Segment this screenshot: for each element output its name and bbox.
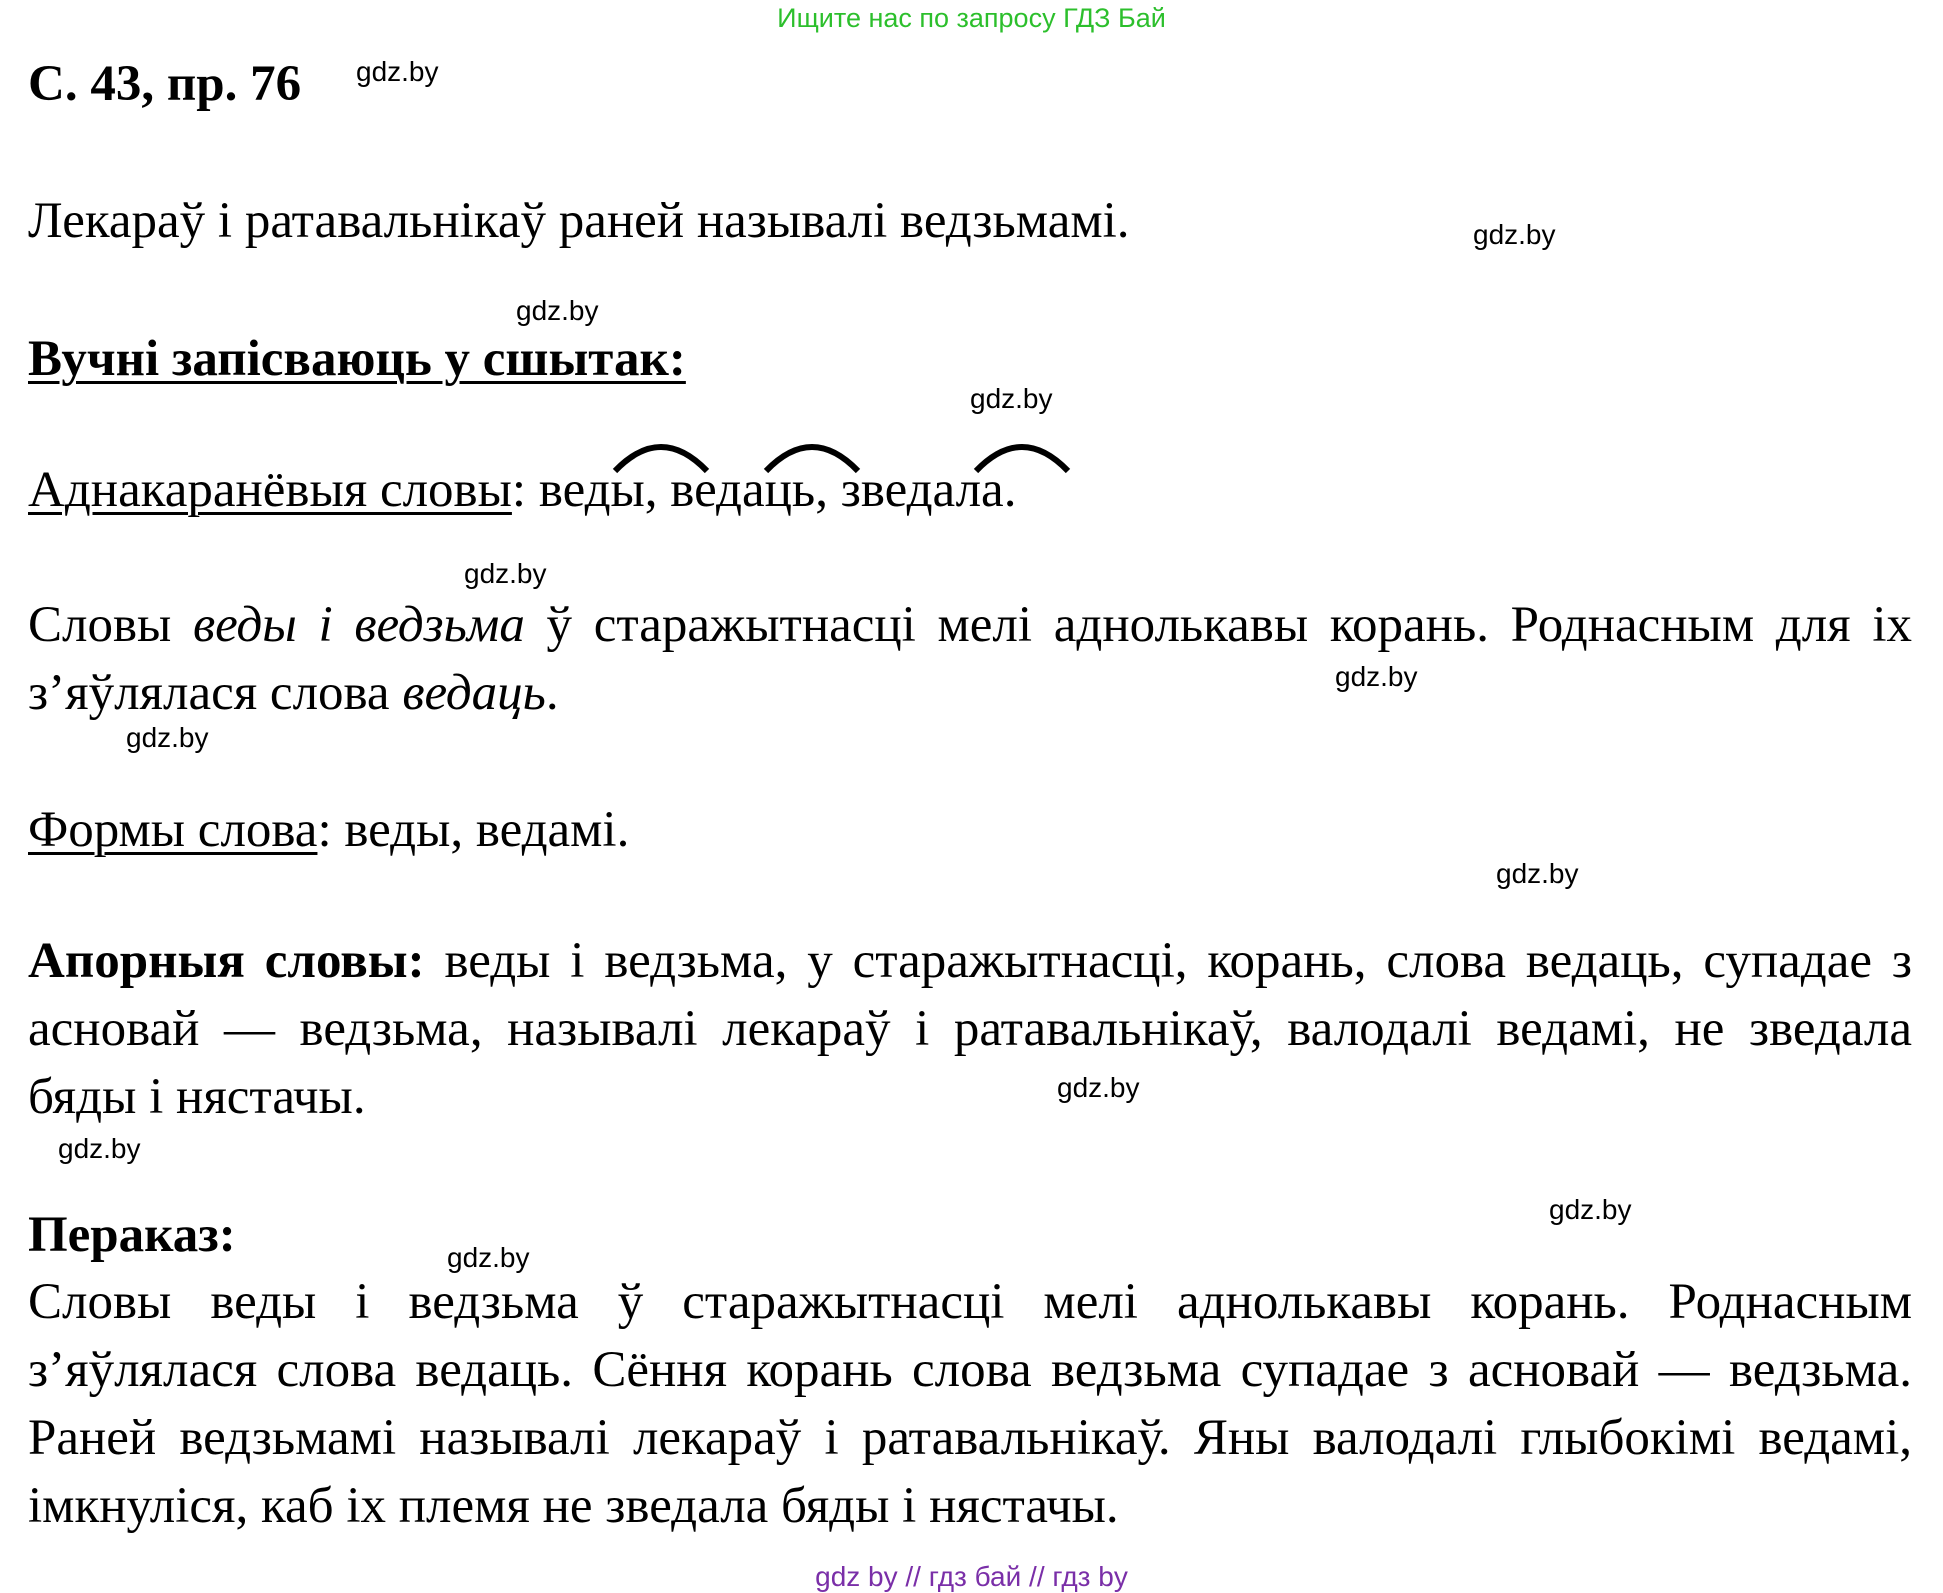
watermark: gdz.by [1057,1072,1140,1103]
retelling-heading: Пераказ: [28,1207,236,1263]
forms-text: : веды, ведамі. [317,802,630,858]
watermark: gdz.by [447,1242,530,1273]
watermark: gdz.by [1473,219,1556,250]
watermark: gdz.by [464,558,547,589]
footer-links[interactable]: gdz by // гдз бай // гдз by [815,1561,1128,1592]
forms-line [28,796,629,864]
retelling-paragraph: Словы веды і ведзьма ў старажытнасці мелі аднолькавы корань. Роднасным з’яўлялася слова ведаць. Сёння корань слова ведзьма супадае з асновай — ведзьма. Раней ведзьмамі называлі лекараў і ратавальнікаў. Яны валодалі глыбокімі ведамі, імкнуліся, каб іх племя не зведала бяды і нястачы. [28,1274,1912,1534]
watermark: gdz.by [1496,858,1579,889]
cognate-separator: , [815,462,841,518]
cognates-end: . [1003,462,1017,518]
cognate-word: веды [538,462,645,518]
cognates-line [28,456,1016,524]
page-title: С. 43, пр. 76 [28,56,302,112]
cognates-colon: : [511,462,527,518]
watermark: gdz.by [58,1133,141,1164]
support-words-paragraph [28,927,1912,1131]
watermark: gdz.by [356,56,439,87]
cognate-separator: , [644,462,671,518]
support-words-label: Апорныя словы: [28,933,425,989]
explanation-paragraph: Словы веды і ведзьма ў старажытнасці мелі аднолькавы корань. Роднасным для іх з’яўлялася слова ведаць. [28,597,1912,721]
watermark: gdz.by [1335,661,1418,692]
watermark: gdz.by [516,295,599,326]
watermark: gdz.by [970,383,1053,414]
top-banner[interactable]: Ищите нас по запросу ГДЗ Бай [777,3,1166,33]
forms-label: Формы слова [28,802,318,858]
watermark: gdz.by [126,722,209,753]
cognate-word: зведала [840,462,1004,518]
support-words-text: веды і ведзьма, у старажытнасці, корань, слова ведаць, супадае з асновай — ведзьма, называлі лекараў і ратавальнікаў, валодалі ведамі, не зведала бяды і нястачы. [28,933,1912,1125]
cognate-word: ведаць [670,462,816,518]
notebook-heading: Вучні запісваюць у сшытак: [28,331,686,387]
watermark: gdz.by [1549,1194,1632,1225]
cognates-label: Аднакаранёвыя словы [28,462,512,518]
sentence-1: Лекараў і ратавальнікаў раней называлі ведзьмамі. [28,193,1130,249]
